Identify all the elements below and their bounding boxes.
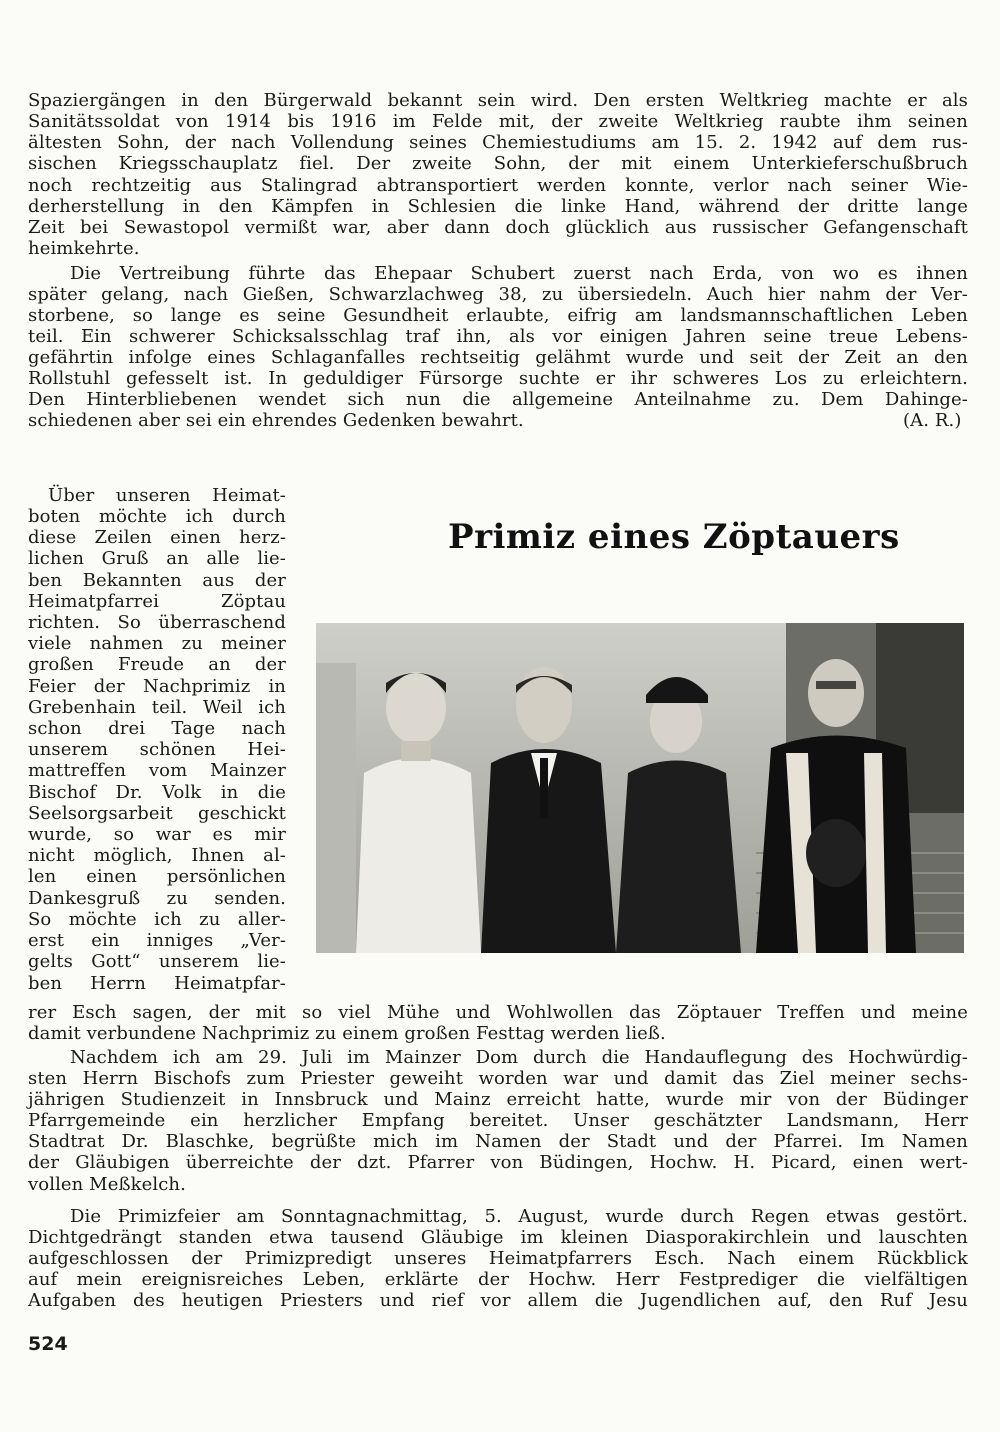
text-line: richten. So überraschend (28, 612, 286, 633)
text-line: vollen Meßkelch. (28, 1174, 186, 1195)
text-line: schon drei Tage nach (28, 718, 286, 739)
text-line: großen Freude an der (28, 654, 286, 675)
text-line: Bischof Dr. Volk in die (28, 782, 286, 803)
text-line: rer Esch sagen, der mit so viel Mühe und Wohlwollen das Zöptauer Treffen und meine (28, 1002, 968, 1023)
text-line: Spaziergängen in den Bürgerwald bekannt sein wird. Den ersten Weltkrieg machte er als (28, 90, 968, 111)
text-line: lichen Gruß an alle lie- (28, 548, 286, 569)
text-line: storbene, so lange es seine Gesundheit erlaubte, eifrig am landsmannschaftlichen Leben (28, 305, 968, 326)
text-line: ben Herrn Heimatpfar- (28, 973, 286, 994)
text-line: boten möchte ich durch (28, 506, 286, 527)
article-title: Primiz eines Zöptauers (448, 517, 900, 557)
text-line: teil. Ein schwerer Schicksalsschlag traf ihn, als vor einigen Jahren seine treue Lebens- (28, 326, 968, 347)
text-line: Heimatpfarrei Zöptau (28, 591, 286, 612)
text-line: heimkehrte. (28, 238, 140, 259)
text-line: Die Primizfeier am Sonntagnachmittag, 5. August, wurde durch Regen etwas gestört. (70, 1206, 968, 1227)
group-photo (316, 623, 964, 953)
text-line: diese Zeilen einen herz- (28, 527, 286, 548)
group-photo-illustration (316, 623, 964, 953)
text-line: Nachdem ich am 29. Juli im Mainzer Dom durch die Handauflegung des Hochwürdig- (70, 1047, 968, 1068)
text-line: Dichtgedrängt standen etwa tausend Gläubige im kleinen Diasporakirchlein und lauschten (28, 1227, 968, 1248)
text-line: Den Hinterbliebenen wendet sich nun die allgemeine Anteilnahme zu. Dem Dahinge- (28, 389, 968, 410)
text-line: mattreffen vom Mainzer (28, 760, 286, 781)
text-line: gefährtin infolge eines Schlaganfalles rechtseitig gelähmt wurde und seit der Zeit an den (28, 347, 968, 368)
text-line: gelts Gott“ unserem lie- (28, 951, 286, 972)
text-line: der Gläubigen überreichte der dzt. Pfarrer von Büdingen, Hochw. H. Picard, einen wert- (28, 1152, 968, 1173)
text-line: len einen persönlichen (28, 866, 286, 887)
text-line: damit verbundene Nachprimiz zu einem großen Festtag werden ließ. (28, 1023, 666, 1044)
text-line: sischen Kriegsschauplatz fiel. Der zweite Sohn, der mit einem Unterkieferschußbruch (28, 153, 968, 174)
text-line: So möchte ich zu aller- (28, 909, 286, 930)
text-line: viele nahmen zu meiner (28, 633, 286, 654)
text-line: Feier der Nachprimiz in (28, 676, 286, 697)
text-line: Zeit bei Sewastopol vermißt war, aber dann doch glücklich aus russischer Gefangenschaft (28, 217, 968, 238)
text-line: auf mein ereignisreiches Leben, erklärte der Hochw. Herr Festprediger die vielfältigen (28, 1269, 968, 1290)
text-line: wurde, so war es mir (28, 824, 286, 845)
text-line: Seelsorgsarbeit geschickt (28, 803, 286, 824)
text-line: Grebenhain teil. Weil ich (28, 697, 286, 718)
text-line: Pfarrgemeinde ein herzlicher Empfang bereitet. Unser geschätzter Landsmann, Herr (28, 1110, 968, 1131)
text-line: noch rechtzeitig aus Stalingrad abtransportiert werden konnte, verlor nach seiner Wie- (28, 175, 968, 196)
text-line: Aufgaben des heutigen Priesters und rief vor allem die Jugendlichen auf, den Ruf Jesu (28, 1290, 968, 1311)
text-line: schiedenen aber sei ein ehrendes Gedenken bewahrt. (28, 410, 524, 431)
text-line: Rollstuhl gefesselt ist. In geduldiger Fürsorge suchte er ihr schweres Los zu erleichtern. (28, 368, 968, 389)
text-line: unserem schönen Hei- (28, 739, 286, 760)
text-line: aufgeschlossen der Primizpredigt unseres Heimatpfarrers Esch. Nach einem Rückblick (28, 1248, 968, 1269)
text-line: ben Bekannten aus der (28, 570, 286, 591)
text-line: Stadtrat Dr. Blaschke, begrüßte mich im Namen der Stadt und der Pfarrei. Im Namen (28, 1131, 968, 1152)
text-line: erst ein inniges „Ver- (28, 930, 286, 951)
page-number: 524 (28, 1333, 68, 1355)
text-line: Sanitätssoldat von 1914 bis 1916 im Felde mit, der zweite Weltkrieg raubte ihm seinen (28, 111, 968, 132)
text-line: Dankesgruß zu senden. (28, 888, 286, 909)
text-line: jährigen Studienzeit in Innsbruck und Mainz erreicht hatte, wurde mir von der Büdinger (28, 1089, 968, 1110)
text-line: Über unseren Heimat- (48, 485, 286, 506)
text-line: derherstellung in den Kämpfen in Schlesien die linke Hand, während der dritte lange (28, 196, 968, 217)
text-line: Die Vertreibung führte das Ehepaar Schubert zuerst nach Erda, von wo es ihnen (70, 263, 968, 284)
text-line: ältesten Sohn, der nach Vollendung seines Chemiestudiums am 15. 2. 1942 auf dem rus- (28, 132, 968, 153)
text-line: später gelang, nach Gießen, Schwarzlachweg 38, zu übersiedeln. Auch hier nahm der Ver- (28, 284, 968, 305)
author-signature: (A. R.) (903, 410, 962, 431)
text-line: sten Herrn Bischofs zum Priester geweiht worden war und damit das Ziel meiner sechs- (28, 1068, 968, 1089)
text-line: nicht möglich, Ihnen al- (28, 845, 286, 866)
